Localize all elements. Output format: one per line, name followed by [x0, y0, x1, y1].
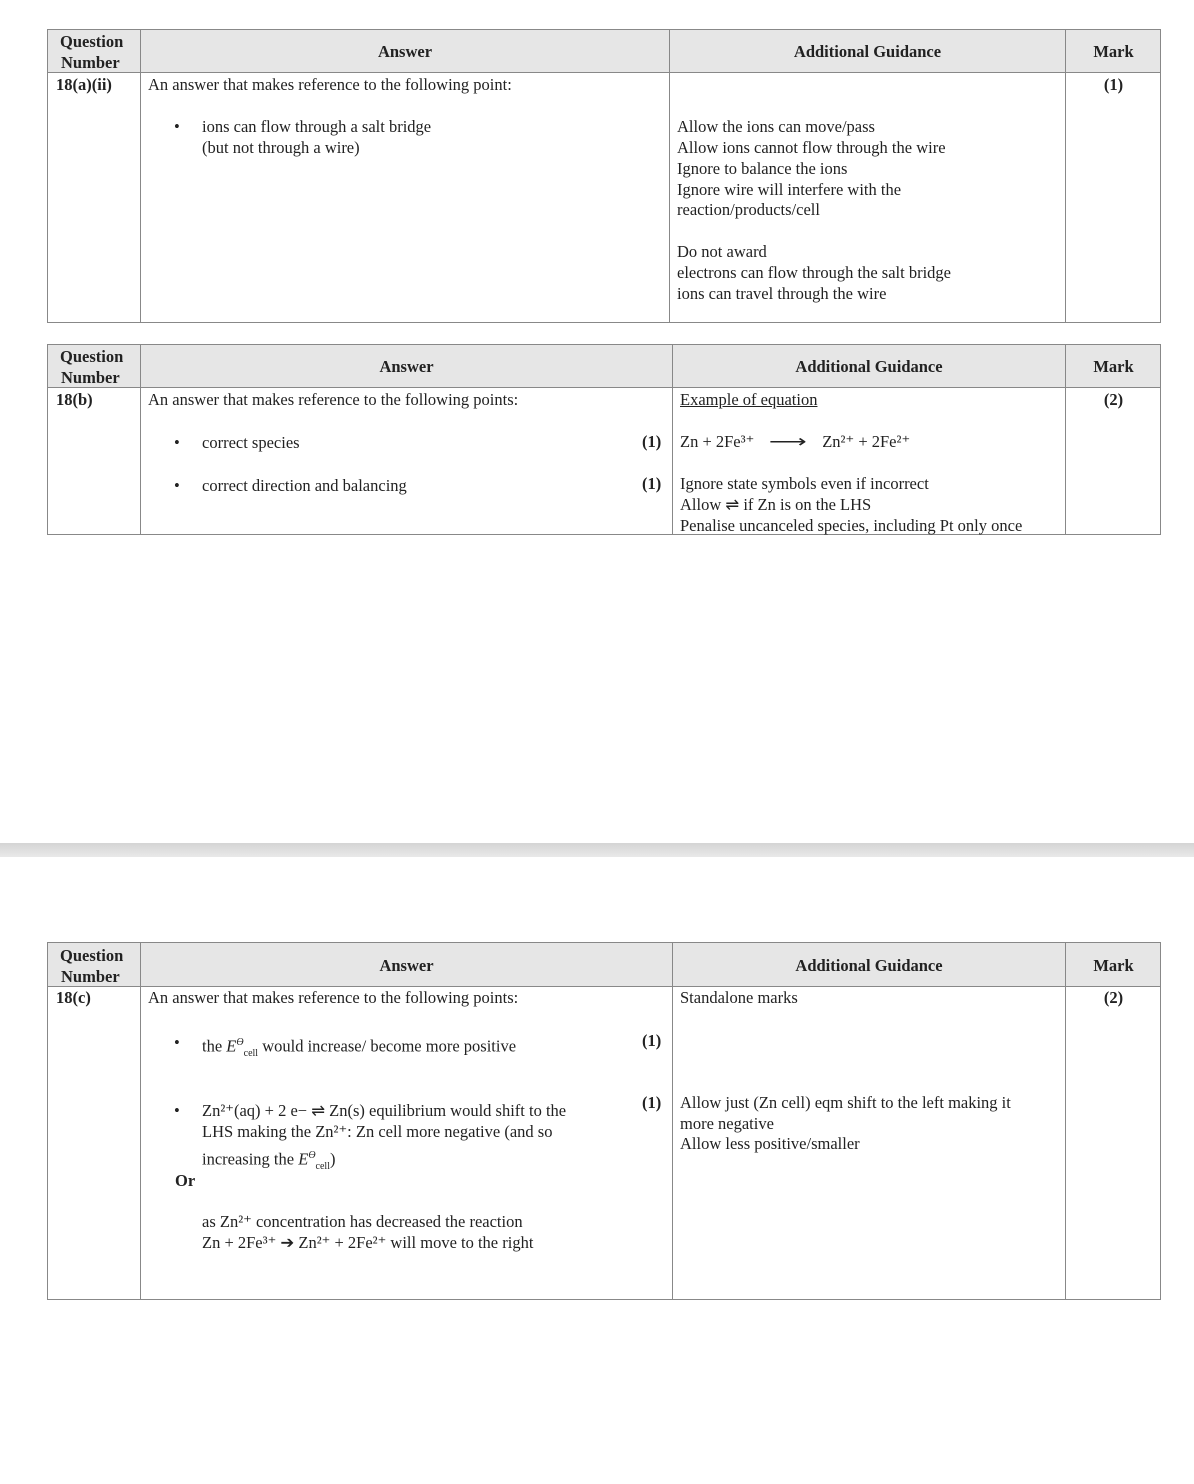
header-answer: Answer [377, 42, 433, 61]
answer-line: Zn + 2Fe³⁺ ➔ Zn²⁺ + 2Fe²⁺ will move to the right [202, 1233, 534, 1252]
guidance-line: more negative [680, 1114, 774, 1133]
answer-bullet: • ions can flow through a salt bridge [202, 116, 431, 137]
header-question: Question [60, 946, 124, 965]
guidance-line: Allow just (Zn cell) eqm shift to the left making it [680, 1093, 1011, 1112]
guidance-line: Penalise uncanceled species, including Pt only once [680, 516, 1023, 535]
answer-line: as Zn²⁺ concentration has decreased the reaction [202, 1212, 523, 1231]
guidance-line: Do not award [677, 242, 767, 261]
or-label: Or [175, 1171, 196, 1190]
bullet-mark: (1) [642, 1093, 662, 1112]
page-divider [0, 843, 1194, 857]
guidance-line: Ignore to balance the ions [677, 159, 848, 178]
guidance-line: Allow less positive/smaller [680, 1134, 860, 1153]
answer-line: LHS making the Zn²⁺: Zn cell more negative (and so [202, 1122, 553, 1141]
question-number: 18(a)(ii) [56, 75, 112, 94]
equation [680, 431, 910, 452]
header-number: Number [61, 967, 120, 986]
header-number: Number [61, 53, 120, 72]
header-question: Question [60, 347, 124, 366]
header-guidance: Additional Guidance [793, 42, 942, 61]
header-guidance: Additional Guidance [795, 956, 943, 975]
answer-intro: An answer that makes reference to the following points: [148, 988, 519, 1007]
question-number: 18(b) [56, 390, 93, 409]
header-guidance: Additional Guidance [795, 357, 943, 376]
mark-value: (2) [1103, 988, 1124, 1007]
header-mark: Mark [1093, 42, 1134, 61]
guidance-line: Allow ions cannot flow through the wire [677, 138, 946, 157]
header-answer: Answer [379, 956, 434, 975]
example-title: Example of equation [680, 390, 818, 409]
answer-bullet: • correct species [202, 432, 300, 453]
header-answer: Answer [379, 357, 434, 376]
equation-products: Zn²⁺ + 2Fe²⁺ [822, 432, 911, 451]
mark-scheme-table-18c [47, 942, 1161, 1300]
answer-bullet: • the $E^ϴ_{cell}$ would increase/ become more positive [202, 1032, 516, 1064]
guidance-line: Allow ⇌ if Zn is on the LHS [680, 495, 872, 514]
header-question: Question [60, 32, 124, 51]
answer-intro: An answer that makes reference to the following point: [148, 75, 512, 94]
question-number: 18(c) [56, 988, 91, 1007]
guidance-line: Ignore state symbols even if incorrect [680, 474, 929, 493]
bullet-mark: (1) [642, 432, 662, 451]
guidance-line: Ignore wire will interfere with the [677, 180, 902, 199]
answer-intro: An answer that makes reference to the following points: [148, 390, 519, 409]
header-number: Number [61, 368, 120, 387]
answer-bullet: • Zn²⁺(aq) + 2 e− ⇌ Zn(s) equilibrium would shift to the [202, 1100, 566, 1121]
answer-line: increasing the $E^ϴ_{cell}$) [202, 1149, 336, 1172]
guidance-line: ions can travel through the wire [677, 284, 887, 303]
guidance-line: Standalone marks [680, 988, 798, 1007]
mark-scheme-table-18a-ii [47, 29, 1161, 323]
header-mark: Mark [1093, 956, 1134, 975]
mark-scheme-table-18b [47, 344, 1161, 535]
mark-value: (1) [1103, 75, 1124, 94]
answer-bullet-note: (but not through a wire) [202, 138, 360, 157]
arrow-icon: ⟶ [769, 432, 808, 451]
guidance-line: Allow the ions can move/pass [677, 117, 875, 136]
header-mark: Mark [1093, 357, 1134, 376]
bullet-mark: (1) [642, 474, 662, 493]
bullet-mark: (1) [642, 1031, 662, 1050]
equation-reactants: Zn + 2Fe³⁺ [680, 432, 755, 451]
answer-bullet: • correct direction and balancing [202, 475, 407, 496]
guidance-line: reaction/products/cell [677, 200, 820, 219]
guidance-line: electrons can flow through the salt bridge [677, 263, 951, 282]
mark-value: (2) [1103, 390, 1124, 409]
